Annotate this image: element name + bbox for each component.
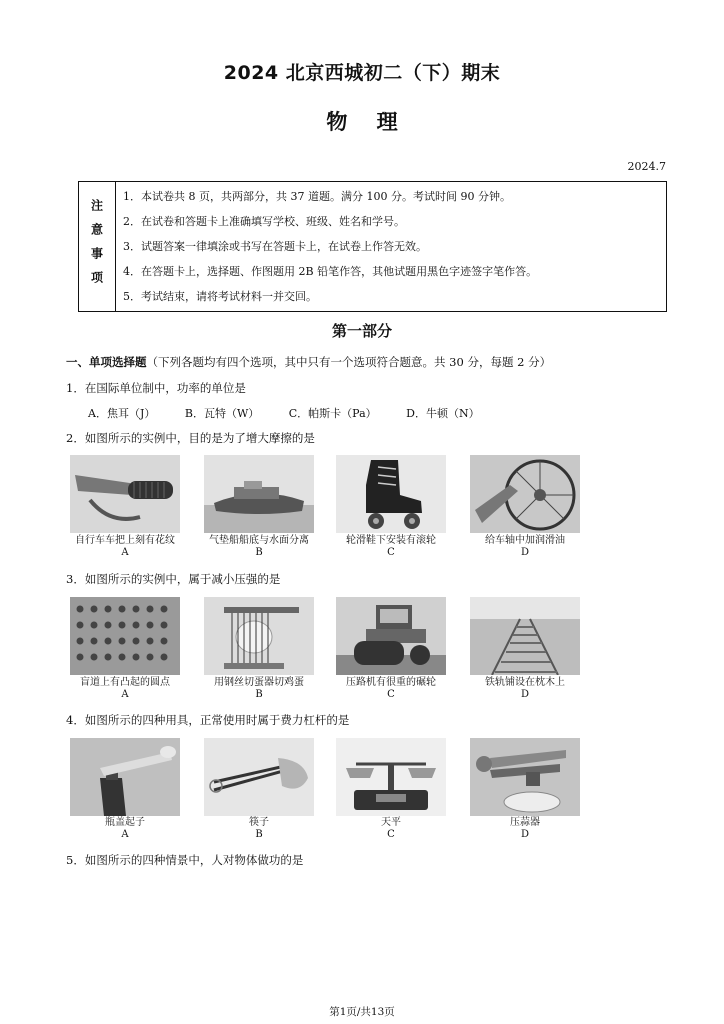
option-a: A．焦耳（J） <box>88 407 156 420</box>
figure-letter: B <box>255 547 263 558</box>
notice-item: 2．在试卷和答题卡上准确填写学校、班级、姓名和学号。 <box>123 215 405 228</box>
caption-text: 自行车车把上刻有花纹 <box>75 535 175 546</box>
caption-text: 用钢丝切蛋器切鸡蛋 <box>214 677 304 688</box>
notice-label-cell <box>79 182 116 311</box>
figure-letter: A <box>121 829 129 840</box>
caption-text: 铁轨铺设在枕木上 <box>485 677 565 688</box>
figure-letter: A <box>121 689 129 700</box>
bike-axle-oil-image <box>470 455 580 533</box>
bottle-opener-image <box>70 738 180 816</box>
figure-letter: C <box>387 547 395 558</box>
option-c: C．帕斯卡（Pa） <box>288 407 377 420</box>
caption-text: 筷子 <box>249 817 269 828</box>
figure-letter: B <box>255 689 263 700</box>
question-1-options <box>88 405 506 421</box>
figure-caption <box>460 535 590 559</box>
figure-caption <box>326 677 456 701</box>
notice-item: 5．考试结束，请将考试材料一并交回。 <box>123 290 317 303</box>
figure-caption <box>194 817 324 841</box>
exam-title: 2024 北京西城初二（下）期末 <box>223 62 501 84</box>
road-roller-image <box>336 597 446 675</box>
figure-caption <box>60 535 190 559</box>
question-1: 1．在国际单位制中，功率的单位是 <box>66 381 246 395</box>
caption-text: 盲道上有凸起的圆点 <box>80 677 170 688</box>
question-2: 2．如图所示的实例中，目的是为了增大摩擦的是 <box>66 431 315 445</box>
figure-caption <box>326 817 456 841</box>
balance-scale-image <box>336 738 446 816</box>
question-4: 4．如图所示的四种用具，正常使用时属于费力杠杆的是 <box>66 713 350 727</box>
figure-letter: D <box>520 829 530 840</box>
caption-text: 天平 <box>381 817 401 828</box>
question-5: 5．如图所示的四种情景中，人对物体做功的是 <box>66 853 304 867</box>
notice-item: 3．试题答案一律填涂或书写在答题卡上，在试卷上作答无效。 <box>123 240 427 253</box>
figure-caption <box>194 677 324 701</box>
option-b: B．瓦特（W） <box>184 407 260 420</box>
figure-letter: C <box>387 689 395 700</box>
exam-date: 2024.7 <box>627 160 666 173</box>
notice-label: 注意事项 <box>89 198 104 295</box>
caption-text: 给车轴中加润滑油 <box>485 535 565 546</box>
figure-caption <box>60 677 190 701</box>
subject-title: 物 理 <box>326 110 398 134</box>
railway-track-image <box>470 597 580 675</box>
hovercraft-image <box>204 455 314 533</box>
figure-letter: B <box>255 829 263 840</box>
notice-box <box>78 181 667 312</box>
caption-text: 压蒜器 <box>510 817 540 828</box>
notice-items <box>123 188 660 313</box>
section-title: 一、单项选择题 <box>66 355 147 369</box>
bike-handle-image <box>70 455 180 533</box>
egg-slicer-image <box>204 597 314 675</box>
figure-letter: C <box>387 829 395 840</box>
garlic-press-image <box>470 738 580 816</box>
figure-caption <box>326 535 456 559</box>
chopsticks-image <box>204 738 314 816</box>
section-note: （下列各题均有四个选项，其中只有一个选项符合题意。共 30 分，每题 2 分） <box>146 355 552 369</box>
figure-caption <box>194 535 324 559</box>
caption-text: 气垫船船底与水面分离 <box>209 535 309 546</box>
question-3: 3．如图所示的实例中，属于减小压强的是 <box>66 572 281 586</box>
caption-text: 轮滑鞋下安装有滚轮 <box>346 535 436 546</box>
option-d: D．牛顿（N） <box>406 407 480 420</box>
figure-letter: A <box>121 547 129 558</box>
caption-text: 瓶盖起子 <box>105 817 145 828</box>
figure-caption <box>60 817 190 841</box>
part-title: 第一部分 <box>331 322 392 340</box>
tactile-paving-image <box>70 597 180 675</box>
roller-skate-image <box>336 455 446 533</box>
caption-text: 压路机有很重的碾轮 <box>346 677 436 688</box>
figure-letter: D <box>520 547 530 558</box>
page-footer: 第1页/共13页 <box>329 1006 395 1018</box>
notice-item: 1．本试卷共 8 页，共两部分，共 37 道题。满分 100 分。考试时间 90 分钟。 <box>123 190 511 203</box>
figure-letter: D <box>520 689 530 700</box>
figure-caption <box>460 677 590 701</box>
notice-item: 4．在答题卡上，选择题、作图题用 2B 铅笔作答，其他试题用黑色字迹签字笔作答。 <box>123 265 538 278</box>
figure-caption <box>460 817 590 841</box>
section-heading <box>66 354 551 370</box>
